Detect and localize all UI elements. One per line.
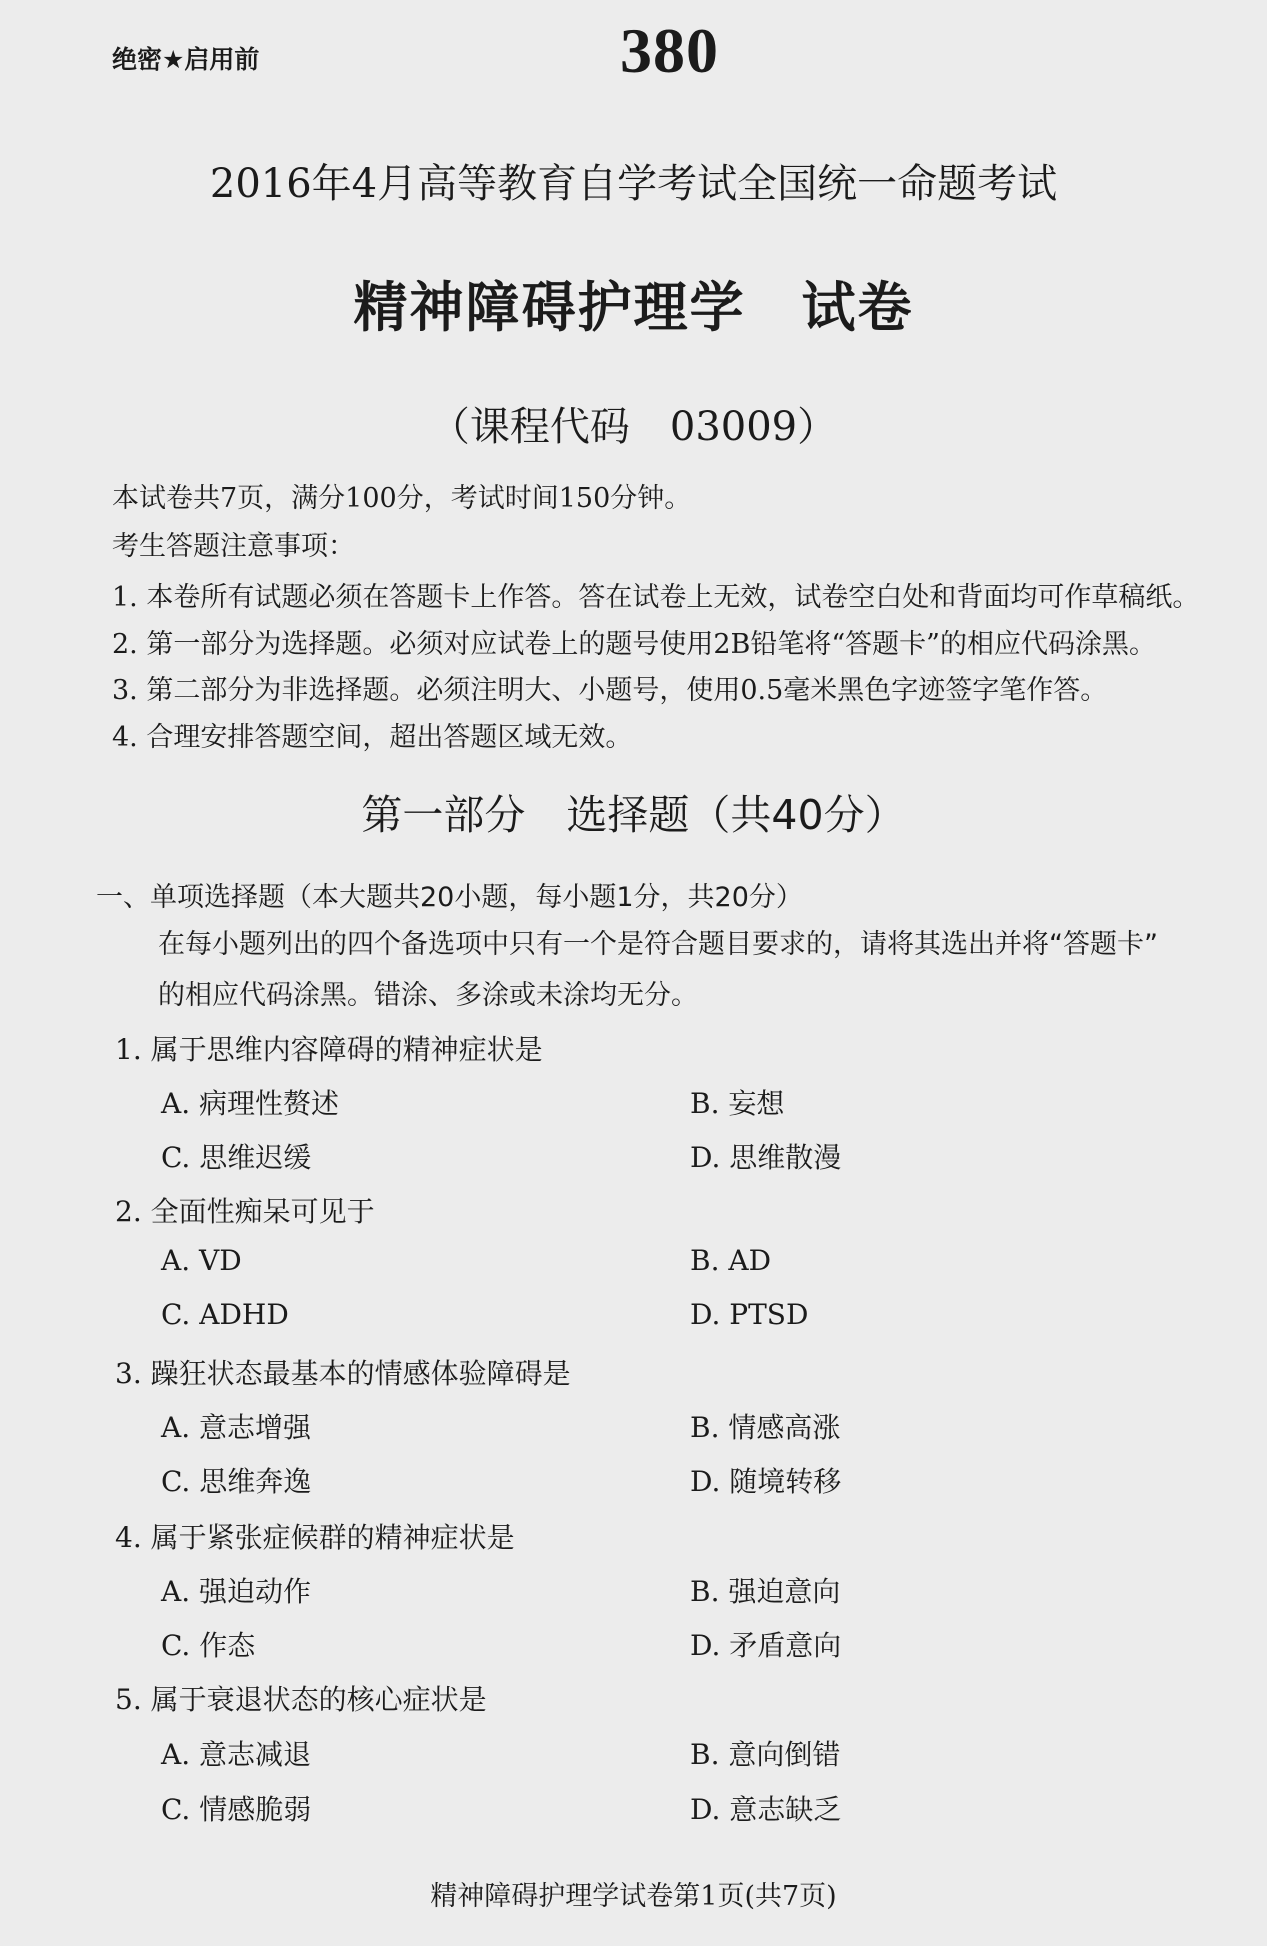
option-a: A. 意志增强 (161, 1411, 312, 1444)
option-a: A. 强迫动作 (161, 1575, 312, 1608)
option-d: D. 随境转移 (690, 1465, 842, 1498)
option-b: B. 强迫意向 (690, 1575, 841, 1608)
question-stem: 5. 属于衰退状态的核心症状是 (115, 1683, 487, 1716)
option-a: A. 病理性赘述 (161, 1087, 340, 1120)
option-b: B. 情感高涨 (690, 1411, 841, 1444)
course-code: （课程代码 03009） (429, 404, 838, 450)
confidential-label: 绝密★启用前 (112, 45, 260, 74)
paper-code: 380 (620, 15, 719, 86)
question-stem: 1. 属于思维内容障碍的精神症状是 (115, 1033, 543, 1066)
option-c: C. 思维迟缓 (161, 1141, 312, 1174)
question-stem: 4. 属于紧张症候群的精神症状是 (115, 1521, 515, 1554)
info-line: 4. 合理安排答题空间，超出答题区域无效。 (112, 722, 633, 753)
option-c: C. 作态 (161, 1629, 256, 1662)
info-line: 1. 本卷所有试题必须在答题卡上作答。答在试卷上无效，试卷空白处和背面均可作草稿纸。 (112, 582, 1200, 613)
part-title: 第一部分 选择题（共40分） (361, 791, 906, 839)
option-c: C. ADHD (161, 1298, 289, 1331)
option-d: D. 意志缺乏 (690, 1793, 842, 1826)
page-footer: 精神障碍护理学试卷第1页(共7页) (430, 1881, 837, 1912)
question-stem: 3. 躁狂状态最基本的情感体验障碍是 (115, 1357, 571, 1390)
option-c: C. 思维奔逸 (161, 1465, 312, 1498)
option-b: B. 意向倒错 (690, 1738, 841, 1771)
info-line: 考生答题注意事项： (112, 531, 355, 562)
option-a: A. 意志减退 (161, 1738, 312, 1771)
subject-title: 精神障碍护理学 试卷 (353, 276, 914, 339)
option-a: A. VD (161, 1244, 242, 1277)
option-b: B. 妄想 (690, 1087, 785, 1120)
question-stem: 2. 全面性痴呆可见于 (115, 1195, 375, 1228)
info-line: 2. 第一部分为选择题。必须对应试卷上的题号使用2B铅笔将“答题卡”的相应代码涂黑。 (112, 629, 1156, 660)
info-line: 3. 第二部分为非选择题。必须注明大、小题号，使用0.5毫米黑色字迹签字笔作答。 (112, 675, 1108, 706)
section-heading: 一、单项选择题（本大题共20小题，每小题1分，共20分） (96, 882, 803, 913)
option-b: B. AD (690, 1244, 772, 1277)
section-instructions: 在每小题列出的四个备选项中只有一个是符合题目要求的，请将其选出并将“答题卡” (158, 929, 1158, 960)
option-d: D. 思维散漫 (690, 1141, 842, 1174)
exam-title: 2016年4月高等教育自学考试全国统一命题考试 (209, 161, 1058, 207)
info-line: 本试卷共7页，满分100分，考试时间150分钟。 (112, 483, 692, 514)
section-instructions: 的相应代码涂黑。错涂、多涂或未涂均无分。 (158, 980, 698, 1011)
option-d: D. 矛盾意向 (690, 1629, 842, 1662)
option-c: C. 情感脆弱 (161, 1793, 312, 1826)
option-d: D. PTSD (690, 1298, 809, 1331)
